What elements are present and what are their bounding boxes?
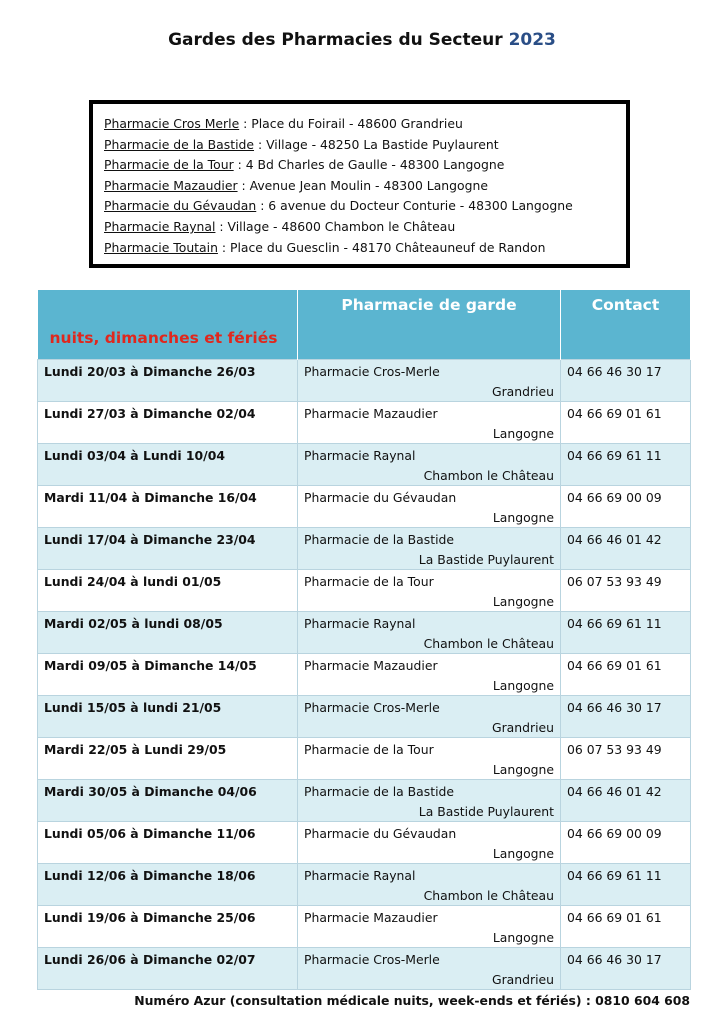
pharmacy-cell (298, 780, 561, 822)
contact-cell (561, 906, 691, 948)
pharmacy-town: Grandrieu (491, 384, 554, 399)
phone-number: 04 66 46 30 17 (567, 700, 662, 715)
period-text: Lundi 17/04 à Dimanche 23/04 (44, 532, 256, 547)
pharmacy-name: Pharmacie Mazaudier (304, 406, 438, 421)
period-cell (38, 822, 298, 864)
pharmacy-address: : Village - 48600 Chambon le Château (215, 218, 456, 234)
pharmacy-address: : Place du Guesclin - 48170 Châteauneuf de Randon (217, 239, 546, 255)
pharmacy-name: Pharmacie Raynal (304, 448, 416, 463)
table-row (38, 528, 691, 570)
pharmacy-name: Pharmacie Mazaudier (104, 177, 238, 193)
period-text: Lundi 19/06 à Dimanche 25/06 (44, 910, 256, 925)
contact-cell (561, 948, 691, 990)
pharmacy-name: Pharmacie de la Tour (104, 157, 234, 173)
pharmacy-town: Langogne (492, 594, 554, 609)
on-call-schedule-table (37, 290, 691, 990)
table-row (38, 738, 691, 780)
table-row (38, 654, 691, 696)
pharmacy-name: Pharmacie de la Bastide (304, 532, 455, 547)
pharmacy-town: Chambon le Château (423, 888, 554, 903)
pharmacy-address: : Place du Foirail - 48600 Grandrieu (239, 116, 463, 131)
pharmacy-town: Langogne (492, 678, 554, 693)
period-text: Mardi 11/04 à Dimanche 16/04 (44, 490, 257, 505)
phone-number: 04 66 46 01 42 (567, 784, 662, 799)
pharmacy-cell (298, 738, 561, 780)
pharmacy-address: : 4 Bd Charles de Gaulle - 48300 Langogne (233, 157, 505, 173)
pharmacy-cell (298, 570, 561, 612)
pharmacy-cell (298, 696, 561, 738)
address-line (104, 135, 626, 156)
table-row (38, 360, 691, 402)
pharmacy-town: Grandrieu (491, 720, 554, 735)
period-cell (38, 654, 298, 696)
pharmacy-town: La Bastide Puylaurent (418, 804, 554, 819)
pharmacy-name: Pharmacie Raynal (104, 218, 216, 234)
contact-cell (561, 654, 691, 696)
period-cell (38, 612, 298, 654)
period-text: Lundi 24/04 à lundi 01/05 (44, 574, 222, 589)
header-pharmacy: Pharmacie de garde (298, 290, 561, 360)
title-year: 2023 (508, 30, 556, 50)
phone-number: 04 66 69 00 09 (567, 490, 662, 505)
period-text: Lundi 15/05 à lundi 21/05 (44, 700, 222, 715)
period-text: Mardi 02/05 à lundi 08/05 (44, 616, 223, 631)
period-cell (38, 444, 298, 486)
address-line (104, 196, 626, 217)
table-row (38, 780, 691, 822)
phone-number: 04 66 69 01 61 (567, 658, 662, 673)
contact-cell (561, 486, 691, 528)
pharmacy-town: Langogne (492, 846, 554, 861)
address-line (104, 176, 626, 197)
table-header-row (38, 290, 691, 360)
pharmacy-name: Pharmacie Mazaudier (304, 658, 438, 673)
pharmacy-address: : Avenue Jean Moulin - 48300 Langogne (237, 177, 488, 193)
pharmacy-address: : 6 avenue du Docteur Conturie - 48300 Langogne (256, 198, 573, 214)
pharmacy-name: Pharmacie de la Bastide (104, 136, 255, 152)
pharmacy-name: Pharmacie de la Tour (304, 742, 434, 757)
pharmacy-name: Pharmacie du Gévaudan (304, 826, 457, 841)
pharmacy-cell (298, 486, 561, 528)
phone-number: 04 66 69 01 61 (567, 406, 662, 421)
contact-cell (561, 696, 691, 738)
pharmacy-cell (298, 360, 561, 402)
pharmacy-town: Langogne (492, 762, 554, 777)
period-text: Lundi 20/03 à Dimanche 26/03 (44, 364, 256, 379)
title-text: Gardes des Pharmacies du Secteur (168, 30, 503, 50)
period-text: Mardi 09/05 à Dimanche 14/05 (44, 658, 257, 673)
phone-number: 04 66 69 00 09 (567, 826, 662, 841)
period-text: Mardi 30/05 à Dimanche 04/06 (44, 784, 257, 799)
contact-cell (561, 780, 691, 822)
period-text: Mardi 22/05 à Lundi 29/05 (44, 742, 227, 757)
period-text: Lundi 05/06 à Dimanche 11/06 (44, 826, 256, 841)
pharmacy-town: Grandrieu (491, 972, 554, 987)
pharmacy-cell (298, 402, 561, 444)
header-contact: Contact (561, 290, 691, 360)
period-cell (38, 528, 298, 570)
pharmacy-address: : Village - 48250 La Bastide Puylaurent (254, 136, 499, 152)
pharmacy-name: Pharmacie Raynal (304, 616, 416, 631)
contact-cell (561, 570, 691, 612)
table-row (38, 864, 691, 906)
table-row (38, 402, 691, 444)
table-row (38, 486, 691, 528)
table-row (38, 444, 691, 486)
phone-number: 04 66 69 61 11 (567, 616, 662, 631)
pharmacy-name: Pharmacie du Gévaudan (104, 198, 257, 214)
pharmacy-name: Pharmacie de la Bastide (304, 784, 455, 799)
period-cell (38, 948, 298, 990)
period-cell (38, 696, 298, 738)
table-row (38, 906, 691, 948)
table-row (38, 696, 691, 738)
pharmacy-name: Pharmacie de la Tour (304, 574, 434, 589)
table-row (38, 948, 691, 990)
emergency-number-note: Numéro Azur (consultation médicale nuits, week-ends et fériés) : 0810 604 608 (134, 993, 690, 1008)
pharmacy-cell (298, 822, 561, 864)
period-cell (38, 402, 298, 444)
contact-cell (561, 444, 691, 486)
period-cell (38, 780, 298, 822)
period-text: Lundi 27/03 à Dimanche 02/04 (44, 406, 256, 421)
pharmacy-cell (298, 906, 561, 948)
address-line (104, 114, 626, 135)
contact-cell (561, 402, 691, 444)
period-cell (38, 738, 298, 780)
period-cell (38, 906, 298, 948)
pharmacy-name: Pharmacie du Gévaudan (304, 490, 457, 505)
period-cell (38, 570, 298, 612)
address-line (104, 238, 626, 259)
pharmacy-town: La Bastide Puylaurent (418, 552, 554, 567)
pharmacy-cell (298, 654, 561, 696)
period-text: Lundi 26/06 à Dimanche 02/07 (44, 952, 256, 967)
period-cell (38, 864, 298, 906)
pharmacy-name: Pharmacie Cros-Merle (304, 700, 440, 715)
pharmacy-name: Pharmacie Cros-Merle (304, 952, 440, 967)
address-line (104, 155, 626, 176)
table-row (38, 612, 691, 654)
pharmacy-town: Chambon le Château (423, 636, 554, 651)
header-period: nuits, dimanches et fériés (38, 290, 298, 360)
table-row (38, 822, 691, 864)
contact-cell (561, 528, 691, 570)
pharmacy-cell (298, 864, 561, 906)
pharmacy-address-box (89, 100, 630, 268)
contact-cell (561, 360, 691, 402)
pharmacy-name: Pharmacie Raynal (304, 868, 416, 883)
pharmacy-name: Pharmacie Mazaudier (304, 910, 438, 925)
phone-number: 04 66 69 01 61 (567, 910, 662, 925)
phone-number: 04 66 46 30 17 (567, 364, 662, 379)
pharmacy-name: Pharmacie Toutain (104, 239, 218, 255)
pharmacy-town: Chambon le Château (423, 468, 554, 483)
contact-cell (561, 864, 691, 906)
period-text: Lundi 12/06 à Dimanche 18/06 (44, 868, 256, 883)
pharmacy-cell (298, 528, 561, 570)
period-cell (38, 486, 298, 528)
pharmacy-town: Langogne (492, 510, 554, 525)
page-title (0, 30, 724, 50)
pharmacy-town: Langogne (492, 426, 554, 441)
phone-number: 06 07 53 93 49 (567, 574, 662, 589)
pharmacy-name: Pharmacie Cros-Merle (304, 364, 440, 379)
table-row (38, 570, 691, 612)
period-text: Lundi 03/04 à Lundi 10/04 (44, 448, 225, 463)
phone-number: 04 66 46 30 17 (567, 952, 662, 967)
contact-cell (561, 612, 691, 654)
address-line (104, 217, 626, 238)
phone-number: 04 66 69 61 11 (567, 448, 662, 463)
pharmacy-cell (298, 444, 561, 486)
phone-number: 04 66 69 61 11 (567, 868, 662, 883)
contact-cell (561, 822, 691, 864)
contact-cell (561, 738, 691, 780)
phone-number: 06 07 53 93 49 (567, 742, 662, 757)
phone-number: 04 66 46 01 42 (567, 532, 662, 547)
pharmacy-town: Langogne (492, 930, 554, 945)
period-cell (38, 360, 298, 402)
pharmacy-cell (298, 612, 561, 654)
pharmacy-cell (298, 948, 561, 990)
pharmacy-name: Pharmacie Cros Merle (104, 116, 240, 131)
